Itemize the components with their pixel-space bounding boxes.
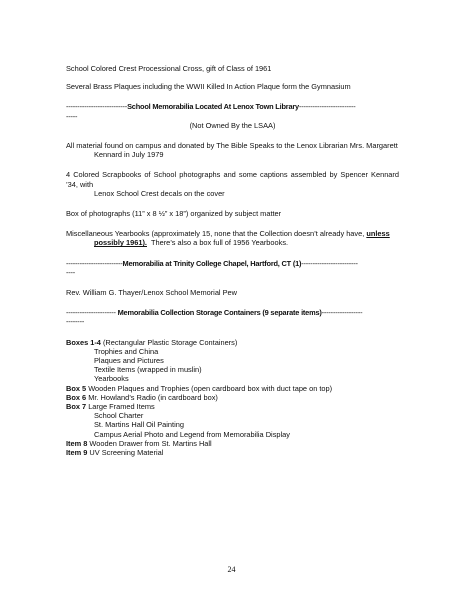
- unless-text: unless: [366, 229, 390, 239]
- box-7-label: Box 7: [66, 402, 87, 412]
- list-item: St. Martins Hall Oil Painting: [94, 420, 184, 430]
- item-8-line: Item 8 Wooden Drawer from St. Martins Hall: [66, 438, 212, 448]
- dash-rule-tail: -----: [66, 111, 78, 121]
- storage-heading-text: Memorabilia Collection Storage Containers (9 separate items): [115, 308, 322, 318]
- box-5-label: Box 5: [66, 383, 87, 393]
- list-item: Campus Aerial Photo and Legend from Memorabilia Display: [94, 429, 290, 439]
- page-number: 24: [227, 565, 236, 574]
- storage-section-heading: [66, 308, 399, 317]
- item-9-line: Item 9 UV Screening Material: [66, 448, 164, 458]
- item-9-label: Item 9: [66, 448, 88, 458]
- dash-rule: ---------------------------: [66, 102, 128, 112]
- decals-line: Lenox School Crest decals on the cover: [94, 188, 225, 198]
- item-8-label: Item 8: [66, 438, 88, 448]
- memorial-pew-line: Rev. William G. Thayer/Lenox School Memorial Pew: [66, 288, 238, 298]
- dash-rule: ------------------: [321, 308, 363, 318]
- document-page: [66, 64, 399, 457]
- box-6-line: Box 6 Mr. Howland’s Radio (in cardboard box): [66, 392, 218, 402]
- possibly-text: possibly 1961).: [94, 238, 147, 248]
- plaques-line: Several Brass Plaques including the WWII Killed In Action Plaque form the Gymnasium: [66, 82, 351, 92]
- scrapbooks-line: 4 Colored Scrapbooks of School photographs and some captions assembled by Spencer Kennard ’34, with: [66, 170, 399, 189]
- box-6-label: Box 6: [66, 392, 87, 402]
- list-item: Yearbooks: [94, 374, 129, 384]
- cross-line: School Colored Crest Processional Cross, gift of Class of 1961: [66, 64, 272, 73]
- trinity-heading-text: Memorabilia at Trinity College Chapel, Hartford, CT (1): [122, 258, 302, 268]
- list-item: Textile Items (wrapped in muslin): [94, 365, 202, 375]
- dash-rule: ----------------------: [66, 308, 116, 318]
- list-item: Plaques and Pictures: [94, 356, 164, 366]
- possibly-line: [66, 238, 399, 247]
- box-1956-text: There’s also a box full of 1956 Yearbooks.: [150, 238, 289, 248]
- kennard-july-line: Kennard in July 1979: [94, 150, 164, 160]
- library-heading-text: School Memorabilia Located At Lenox Town Library: [127, 102, 299, 112]
- not-owned-note: (Not Owned By the LSAA): [189, 120, 276, 130]
- yearbooks-line: Miscellaneous Yearbooks (approximately 15, none that the Collection doesn’t already have, unless: [66, 229, 390, 239]
- dash-rule-tail: --------: [66, 317, 85, 327]
- list-item: Trophies and China: [94, 346, 159, 356]
- trinity-section-heading: [66, 259, 399, 268]
- dash-rule: -------------------------: [66, 258, 123, 268]
- boxes-1-4-label: Boxes 1-4: [66, 337, 101, 347]
- library-section-heading: [66, 102, 399, 111]
- box-7-line: Box 7 Large Framed Items: [66, 402, 155, 412]
- boxes-1-4-line: Boxes 1-4 (Rectangular Plastic Storage Containers): [66, 337, 238, 347]
- dash-rule: -------------------------: [301, 258, 358, 268]
- list-item: School Charter: [94, 411, 144, 421]
- all-material-line: All material found on campus and donated by The Bible Speaks to the Lenox Librarian Mrs. Margarett: [66, 141, 398, 151]
- dash-rule: -------------------------: [298, 102, 356, 112]
- photo-box-line: Box of photographs (11” x 8 ½” x 18”) organized by subject matter: [66, 209, 282, 219]
- dash-rule-tail: ----: [66, 267, 76, 277]
- box-5-line: Box 5 Wooden Plaques and Trophies (open cardboard box with duct tape on top): [66, 383, 333, 393]
